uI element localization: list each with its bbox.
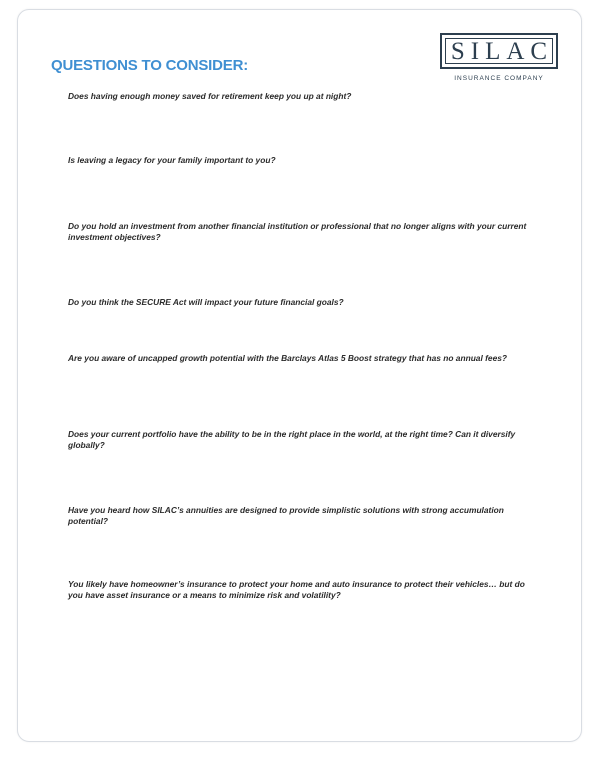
page-title: QUESTIONS TO CONSIDER: [51, 57, 249, 74]
question-item: Do you hold an investment from another financial institution or professional that no longer aligns with your current investment objectives? [68, 221, 527, 242]
question-item: Do you think the SECURE Act will impact your future financial goals? [68, 297, 344, 307]
logo-frame [440, 33, 558, 69]
logo-tagline: INSURANCE COMPANY [454, 75, 544, 82]
document-page [17, 9, 582, 742]
question-item: Is leaving a legacy for your family important to you? [68, 155, 276, 165]
question-item: You likely have homeowner’s insurance to protect your home and auto insurance to protect their vehicles… but do you have asset insurance or a means to minimize risk and volatility? [68, 579, 525, 600]
logo-wordmark: SILAC [450, 37, 554, 65]
question-item: Does your current portfolio have the ability to be in the right place in the world, at the right time? Can it diversify globally? [68, 429, 516, 450]
question-item: Have you heard how SILAC’s annuities are designed to provide simplistic solutions with strong accumulation potential? [68, 505, 504, 526]
question-item: Are you aware of uncapped growth potential with the Barclays Atlas 5 Boost strategy that has no annual fees? [68, 353, 507, 363]
silac-logo [440, 33, 558, 91]
question-item: Does having enough money saved for retirement keep you up at night? [68, 91, 352, 101]
